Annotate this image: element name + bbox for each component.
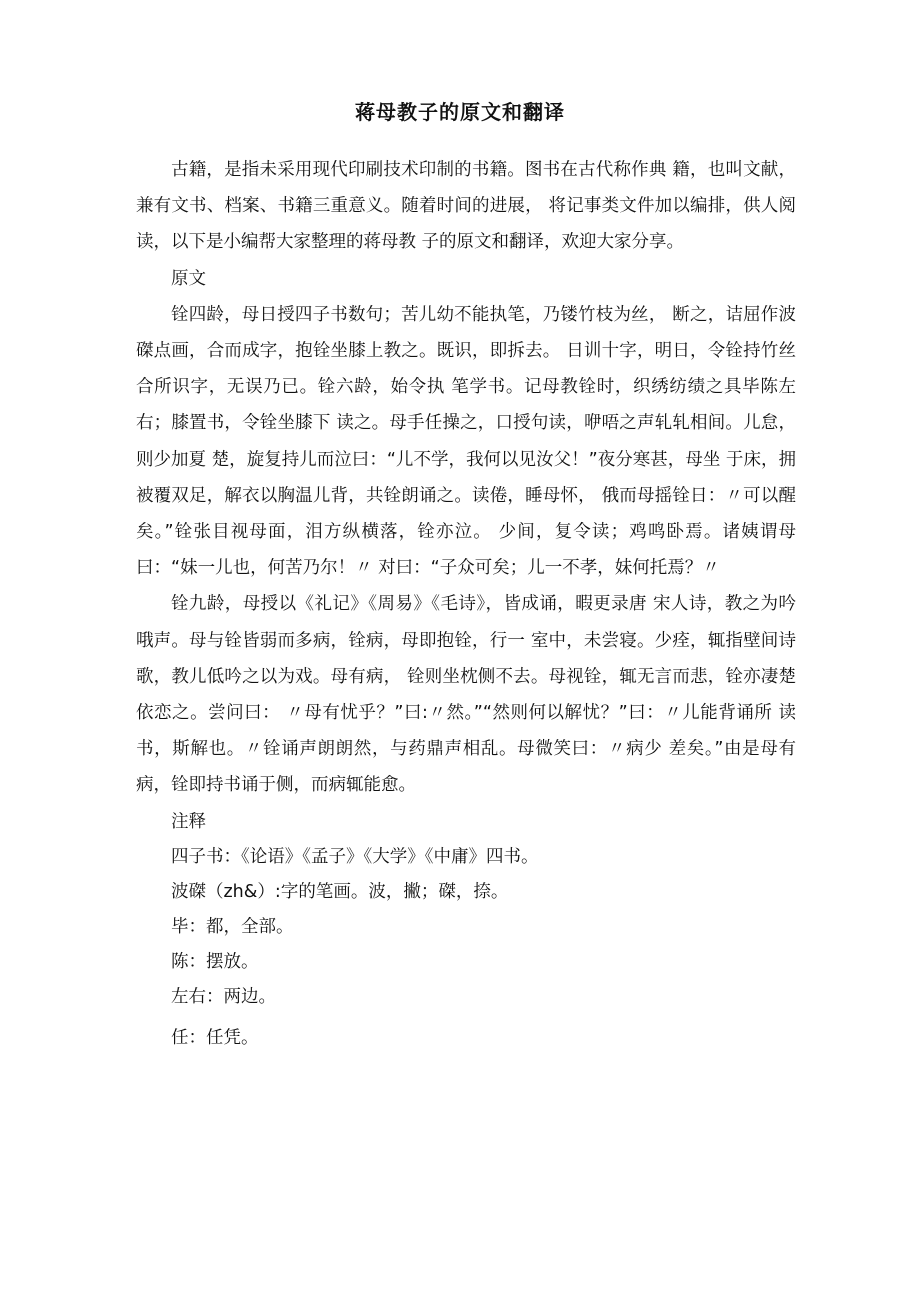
- original-text-heading: 原文: [171, 268, 206, 289]
- document-title: 蒋母教子的原文和翻译: [355, 100, 565, 124]
- original-paragraph: 铨四龄，母日授四子书数句；苦儿幼不能执笔，乃镂竹枝为丝， 断之，诘屈作波磔点画，合而成字，抱铨坐膝上教之。既识，即拆去。 日训十字，明日，令铨持竹丝合所识字，无误乃已。铨六龄，始令执 笔学书。记母教铨时，织绣纺绩之具毕陈左右；膝置书，令铨坐膝下 读之。母手任操之，口授句读，咿唔之声轧轧相间。儿怠，则少加夏 楚，旋复持儿而泣曰：“儿不学，我何以见汝父！”夜分寒甚，母坐 于床，拥被覆双足，解衣以胸温儿背，共铨朗诵之。读倦，睡母怀， 俄而母摇铨日：〃可以醒矣。”铨张目视母面，泪方纵横落，铨亦泣。 少间，复令读；鸡鸣卧焉。诸姨谓母曰：“妹一儿也，何苦乃尔！〃 对曰：“子众可矣；儿一不孝，妹何托焉？〃: [136, 304, 796, 579]
- document-body: [136, 152, 796, 1056]
- note-item: 毕：都，全部。: [171, 916, 294, 937]
- original-paragraph: 铨九龄，母授以《礼记》《周易》《毛诗》，皆成诵，暇更录唐 宋人诗，教之为吟哦声。母与铨皆弱而多病，铨病，母即抱铨，行一 室中，未尝寝。少痊，辄指壁间诗歌，教儿低吟之以为戏。母有病， 铨则坐枕侧不去。母视铨，辄无言而悲，铨亦凄楚依恋之。尝问曰： 〃母有忧乎？”曰:〃然。”“然则何以解忧？”曰：〃儿能背诵所 读书，斯解也。〃铨诵声朗朗然，与药鼎声相乱。母微笑曰：〃病少 差矣。”由是母有病，铨即持书诵于侧，而病辄能愈。: [136, 594, 796, 796]
- note-item: 波磔（zh&）:字的笔画。波，撇；磔，捺。: [171, 881, 509, 902]
- note-item: 四子书：《论语》《孟子》《大学》《中庸》四书。: [171, 846, 539, 867]
- note-item: 左右：两边。: [171, 986, 276, 1007]
- intro-paragraph: 古籍，是指未采用现代印刷技术印制的书籍。图书在古代称作典 籍，也叫文献，兼有文书、档案、书籍三重意义。随着时间的进展， 将记事类文件加以编排，供人阅读，以下是小编帮大家整理的蒋母教 子的原文和翻译，欢迎大家分享。: [136, 160, 796, 253]
- note-item: 陈：摆放。: [171, 951, 259, 972]
- note-item: 任：任凭。: [171, 1027, 259, 1048]
- notes-heading: 注释: [171, 811, 206, 832]
